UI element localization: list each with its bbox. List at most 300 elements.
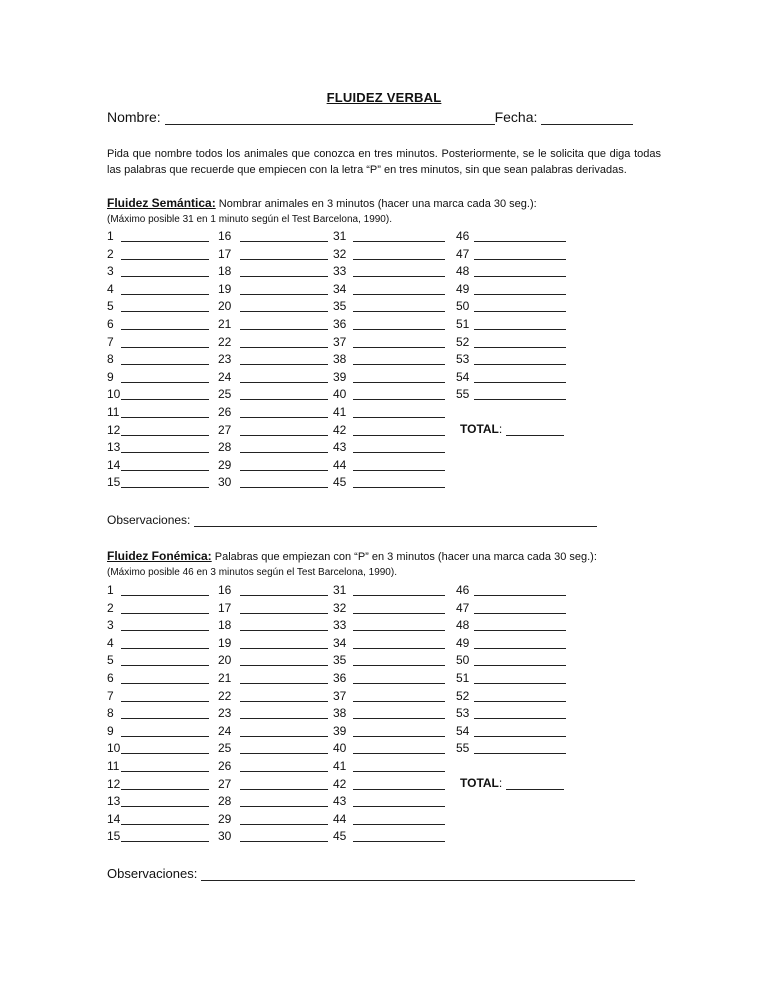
answer-blank-line[interactable] xyxy=(353,776,445,790)
answer-number: 1 xyxy=(107,583,114,597)
phonemic-note: (Máximo posible 46 en 3 minutos según el Test Barcelona, 1990). xyxy=(107,567,397,578)
semantic-observations xyxy=(107,512,597,527)
answer-row xyxy=(218,228,231,246)
answer-blank-line[interactable] xyxy=(121,828,209,842)
answer-row xyxy=(218,316,231,334)
answer-row xyxy=(218,439,231,457)
answer-row xyxy=(218,600,231,618)
answer-blank-line[interactable] xyxy=(121,652,209,666)
answer-blank-line[interactable] xyxy=(353,439,445,453)
answer-number: 8 xyxy=(107,706,114,721)
answer-row xyxy=(218,635,231,653)
answer-blank-line[interactable] xyxy=(121,688,209,702)
answer-blank-line[interactable] xyxy=(353,723,445,737)
answer-row xyxy=(218,758,231,776)
answer-row xyxy=(107,705,120,723)
answer-blank-line[interactable] xyxy=(240,705,328,719)
answer-row xyxy=(333,740,346,758)
answer-blank-line[interactable] xyxy=(240,246,328,260)
answer-row xyxy=(107,758,120,776)
answer-blank-line[interactable] xyxy=(474,740,566,754)
answer-number: 41 xyxy=(333,404,347,419)
answer-row xyxy=(333,776,346,794)
answer-blank-line[interactable] xyxy=(353,334,445,348)
answer-row xyxy=(456,281,469,299)
grid-column xyxy=(456,228,469,404)
answer-row xyxy=(333,422,346,440)
answer-number: 16 xyxy=(218,583,232,597)
answer-blank-line[interactable] xyxy=(474,723,566,737)
answer-number: 37 xyxy=(333,688,347,703)
answer-blank-line[interactable] xyxy=(240,828,328,842)
answer-blank-line[interactable] xyxy=(353,474,445,488)
answer-blank-line[interactable] xyxy=(121,351,209,365)
answer-number: 10 xyxy=(107,741,121,756)
answer-blank-line[interactable] xyxy=(121,635,209,649)
answer-number: 17 xyxy=(218,246,232,261)
answer-number: 18 xyxy=(218,618,232,633)
answer-number: 31 xyxy=(333,229,347,243)
phonemic-description: Palabras que empiezan con “P” en 3 minutos (hacer una marca cada 30 seg.): xyxy=(211,551,597,563)
answer-number: 19 xyxy=(218,635,232,650)
answer-number: 55 xyxy=(456,387,470,402)
answer-blank-line[interactable] xyxy=(121,386,209,400)
answer-number: 16 xyxy=(218,229,232,243)
answer-row xyxy=(218,776,231,794)
answer-number: 24 xyxy=(218,723,232,738)
answer-row xyxy=(218,422,231,440)
answer-blank-line[interactable] xyxy=(474,617,566,631)
answer-row xyxy=(456,351,469,369)
answer-row xyxy=(333,723,346,741)
answer-row xyxy=(333,351,346,369)
answer-number: 50 xyxy=(456,653,470,668)
answer-number: 45 xyxy=(333,475,347,490)
answer-number: 9 xyxy=(107,723,114,738)
answer-number: 44 xyxy=(333,811,347,826)
answer-number: 34 xyxy=(333,281,347,296)
answer-blank-line[interactable] xyxy=(240,652,328,666)
name-field[interactable] xyxy=(165,110,495,125)
answer-number: 35 xyxy=(333,299,347,314)
answer-blank-line[interactable] xyxy=(474,351,566,365)
answer-blank-line[interactable] xyxy=(240,617,328,631)
phonemic-section-heading xyxy=(107,549,597,580)
answer-row xyxy=(218,386,231,404)
answer-blank-line[interactable] xyxy=(474,652,566,666)
answer-row xyxy=(218,474,231,492)
semantic-observations-field[interactable] xyxy=(194,512,597,527)
answer-blank-line[interactable] xyxy=(353,404,445,418)
semantic-note: (Máximo posible 31 en 1 minuto según el Test Barcelona, 1990). xyxy=(107,214,392,225)
answer-number: 3 xyxy=(107,264,114,279)
answer-number: 49 xyxy=(456,281,470,296)
answer-blank-line[interactable] xyxy=(353,316,445,330)
answer-row xyxy=(218,369,231,387)
answer-blank-line[interactable] xyxy=(240,474,328,488)
answer-blank-line[interactable] xyxy=(121,670,209,684)
answer-blank-line[interactable] xyxy=(353,351,445,365)
answer-blank-line[interactable] xyxy=(121,422,209,436)
answer-row xyxy=(107,723,120,741)
semantic-total-field[interactable] xyxy=(506,423,564,436)
answer-blank-line[interactable] xyxy=(353,688,445,702)
answer-blank-line[interactable] xyxy=(121,316,209,330)
answer-row xyxy=(456,334,469,352)
answer-blank-line[interactable] xyxy=(353,422,445,436)
answer-number: 1 xyxy=(107,229,114,243)
answer-blank-line[interactable] xyxy=(240,758,328,772)
answer-blank-line[interactable] xyxy=(474,582,566,596)
answer-number: 4 xyxy=(107,635,114,650)
answer-number: 39 xyxy=(333,723,347,738)
answer-blank-line[interactable] xyxy=(353,457,445,471)
answer-number: 11 xyxy=(107,404,120,419)
answer-number: 40 xyxy=(333,741,347,756)
answer-blank-line[interactable] xyxy=(474,228,566,242)
answer-number: 31 xyxy=(333,583,347,597)
answer-blank-line[interactable] xyxy=(121,617,209,631)
answer-number: 38 xyxy=(333,706,347,721)
answer-blank-line[interactable] xyxy=(353,670,445,684)
answer-number: 42 xyxy=(333,422,347,437)
grid-column xyxy=(456,582,469,758)
semantic-section-heading xyxy=(107,196,537,227)
answer-blank-line[interactable] xyxy=(353,652,445,666)
answer-row xyxy=(107,828,120,846)
phonemic-observations-field[interactable] xyxy=(201,866,635,881)
answer-number: 5 xyxy=(107,653,114,668)
answer-blank-line[interactable] xyxy=(240,334,328,348)
grid-column xyxy=(218,228,231,492)
answer-row xyxy=(218,811,231,829)
answer-row xyxy=(107,422,120,440)
answer-blank-line[interactable] xyxy=(240,439,328,453)
answer-blank-line[interactable] xyxy=(121,228,209,242)
answer-blank-line[interactable] xyxy=(353,600,445,614)
answer-row xyxy=(107,811,120,829)
answer-blank-line[interactable] xyxy=(353,369,445,383)
answer-row xyxy=(456,688,469,706)
answer-blank-line[interactable] xyxy=(353,298,445,312)
answer-blank-line[interactable] xyxy=(474,635,566,649)
answer-blank-line[interactable] xyxy=(353,263,445,277)
answer-row xyxy=(333,811,346,829)
answer-blank-line[interactable] xyxy=(353,582,445,596)
answer-number: 25 xyxy=(218,387,232,402)
answer-number: 42 xyxy=(333,776,347,791)
answer-blank-line[interactable] xyxy=(121,457,209,471)
page-title: FLUIDEZ VERBAL xyxy=(326,90,442,105)
answer-number: 48 xyxy=(456,264,470,279)
semantic-total-label: TOTAL xyxy=(460,422,499,436)
answer-number: 30 xyxy=(218,475,232,490)
answer-row xyxy=(218,263,231,281)
answer-number: 9 xyxy=(107,369,114,384)
answer-blank-line[interactable] xyxy=(353,758,445,772)
answer-number: 47 xyxy=(456,600,470,615)
answer-blank-line[interactable] xyxy=(121,811,209,825)
grid-column xyxy=(333,582,346,846)
answer-row xyxy=(218,246,231,264)
answer-row xyxy=(333,635,346,653)
answer-blank-line[interactable] xyxy=(240,298,328,312)
answer-number: 37 xyxy=(333,334,347,349)
answer-blank-line[interactable] xyxy=(240,670,328,684)
answer-number: 49 xyxy=(456,635,470,650)
answer-row xyxy=(333,263,346,281)
answer-row xyxy=(218,351,231,369)
answer-blank-line[interactable] xyxy=(121,723,209,737)
answer-number: 54 xyxy=(456,723,470,738)
answer-blank-line[interactable] xyxy=(121,776,209,790)
answer-blank-line[interactable] xyxy=(121,582,209,596)
answer-blank-line[interactable] xyxy=(353,281,445,295)
answer-number: 20 xyxy=(218,653,232,668)
answer-number: 55 xyxy=(456,741,470,756)
answer-row xyxy=(456,670,469,688)
answer-number: 27 xyxy=(218,422,232,437)
answer-number: 15 xyxy=(107,475,121,490)
answer-row xyxy=(107,670,120,688)
answer-number: 52 xyxy=(456,334,470,349)
answer-row xyxy=(107,635,120,653)
answer-number: 13 xyxy=(107,440,121,455)
answer-number: 50 xyxy=(456,299,470,314)
phonemic-total-label: TOTAL xyxy=(460,776,499,790)
answer-number: 52 xyxy=(456,688,470,703)
answer-row xyxy=(333,828,346,846)
answer-row xyxy=(107,351,120,369)
answer-blank-line[interactable] xyxy=(240,600,328,614)
grid-column xyxy=(333,228,346,492)
answer-number: 26 xyxy=(218,758,232,773)
answer-row xyxy=(456,740,469,758)
answer-row xyxy=(218,688,231,706)
answer-row xyxy=(107,776,120,794)
answer-row xyxy=(107,334,120,352)
answer-blank-line[interactable] xyxy=(240,281,328,295)
date-field[interactable] xyxy=(541,110,633,125)
answer-blank-line[interactable] xyxy=(121,705,209,719)
answer-number: 7 xyxy=(107,334,114,349)
answer-blank-line[interactable] xyxy=(240,582,328,596)
answer-blank-line[interactable] xyxy=(353,228,445,242)
answer-number: 28 xyxy=(218,794,232,809)
answer-blank-line[interactable] xyxy=(240,316,328,330)
answer-blank-line[interactable] xyxy=(353,828,445,842)
answer-number: 8 xyxy=(107,352,114,367)
answer-number: 29 xyxy=(218,811,232,826)
answer-number: 7 xyxy=(107,688,114,703)
answer-blank-line[interactable] xyxy=(240,263,328,277)
answer-row xyxy=(107,740,120,758)
answer-number: 46 xyxy=(456,229,470,243)
answer-blank-line[interactable] xyxy=(121,600,209,614)
answer-blank-line[interactable] xyxy=(474,600,566,614)
answer-row xyxy=(456,228,469,246)
answer-blank-line[interactable] xyxy=(240,457,328,471)
answer-number: 21 xyxy=(218,670,232,685)
answer-row xyxy=(333,439,346,457)
answer-blank-line[interactable] xyxy=(474,263,566,277)
answer-number: 22 xyxy=(218,334,232,349)
answer-blank-line[interactable] xyxy=(353,811,445,825)
answer-row xyxy=(107,263,120,281)
answer-blank-line[interactable] xyxy=(474,670,566,684)
answer-blank-line[interactable] xyxy=(240,776,328,790)
answer-number: 51 xyxy=(456,670,470,685)
answer-blank-line[interactable] xyxy=(240,811,328,825)
answer-blank-line[interactable] xyxy=(474,298,566,312)
answer-row xyxy=(333,457,346,475)
answer-number: 36 xyxy=(333,670,347,685)
answer-number: 24 xyxy=(218,369,232,384)
answer-number: 18 xyxy=(218,264,232,279)
phonemic-observations-label: Observaciones: xyxy=(107,866,198,881)
answer-blank-line[interactable] xyxy=(240,740,328,754)
answer-blank-line[interactable] xyxy=(121,369,209,383)
answer-blank-line[interactable] xyxy=(353,246,445,260)
answer-blank-line[interactable] xyxy=(240,386,328,400)
answer-row xyxy=(456,652,469,670)
answer-blank-line[interactable] xyxy=(474,386,566,400)
answer-blank-line[interactable] xyxy=(353,740,445,754)
answer-number: 23 xyxy=(218,706,232,721)
answer-row xyxy=(218,793,231,811)
answer-number: 38 xyxy=(333,352,347,367)
answer-blank-line[interactable] xyxy=(240,228,328,242)
answer-blank-line[interactable] xyxy=(121,298,209,312)
answer-number: 45 xyxy=(333,829,347,844)
semantic-observations-label: Observaciones: xyxy=(107,513,191,527)
answer-number: 33 xyxy=(333,264,347,279)
answer-row xyxy=(456,246,469,264)
answer-row xyxy=(456,723,469,741)
answer-number: 36 xyxy=(333,316,347,331)
answer-number: 44 xyxy=(333,457,347,472)
answer-number: 3 xyxy=(107,618,114,633)
answer-blank-line[interactable] xyxy=(121,246,209,260)
answer-row xyxy=(107,617,120,635)
answer-row xyxy=(333,758,346,776)
answer-blank-line[interactable] xyxy=(474,369,566,383)
answer-number: 35 xyxy=(333,653,347,668)
answer-number: 43 xyxy=(333,440,347,455)
answer-blank-line[interactable] xyxy=(240,793,328,807)
answer-blank-line[interactable] xyxy=(240,723,328,737)
answer-blank-line[interactable] xyxy=(353,386,445,400)
answer-blank-line[interactable] xyxy=(474,334,566,348)
answer-number: 51 xyxy=(456,316,470,331)
answer-number: 32 xyxy=(333,600,347,615)
phonemic-observations xyxy=(107,866,635,881)
answer-blank-line[interactable] xyxy=(240,422,328,436)
answer-number: 2 xyxy=(107,600,114,615)
semantic-total: TOTAL: xyxy=(460,422,564,436)
answer-row xyxy=(107,404,120,422)
answer-number: 14 xyxy=(107,457,121,472)
answer-row xyxy=(107,439,120,457)
answer-row xyxy=(218,705,231,723)
answer-blank-line[interactable] xyxy=(474,281,566,295)
answer-blank-line[interactable] xyxy=(121,439,209,453)
answer-row xyxy=(107,369,120,387)
answer-number: 12 xyxy=(107,776,121,791)
answer-number: 30 xyxy=(218,829,232,844)
answer-blank-line[interactable] xyxy=(121,404,209,418)
answer-blank-line[interactable] xyxy=(240,635,328,649)
instructions-text: Pida que nombre todos los animales que conozca en tres minutos. Posteriormente, se le solicita que diga todas las palabras que recuerde que empiecen con la letra “P” en tres minutos, sin que sean palabras derivadas. xyxy=(107,148,661,176)
answer-row xyxy=(333,617,346,635)
answer-row xyxy=(218,740,231,758)
answer-row xyxy=(456,600,469,618)
answer-blank-line[interactable] xyxy=(474,688,566,702)
answer-number: 6 xyxy=(107,670,114,685)
answer-blank-line[interactable] xyxy=(240,404,328,418)
answer-blank-line[interactable] xyxy=(121,793,209,807)
answer-row xyxy=(218,298,231,316)
answer-blank-line[interactable] xyxy=(240,369,328,383)
phonemic-heading: Fluidez Fonémica: xyxy=(107,549,212,563)
answer-row xyxy=(107,246,120,264)
answer-row xyxy=(456,386,469,404)
phonemic-total: TOTAL: xyxy=(460,776,564,790)
answer-blank-line[interactable] xyxy=(353,635,445,649)
answer-blank-line[interactable] xyxy=(121,740,209,754)
answer-row xyxy=(218,582,231,600)
answer-blank-line[interactable] xyxy=(353,617,445,631)
answer-row xyxy=(107,688,120,706)
answer-blank-line[interactable] xyxy=(121,758,209,772)
answer-row xyxy=(218,828,231,846)
grid-column xyxy=(107,228,120,492)
answer-number: 23 xyxy=(218,352,232,367)
answer-blank-line[interactable] xyxy=(240,688,328,702)
answer-blank-line[interactable] xyxy=(240,351,328,365)
answer-number: 4 xyxy=(107,281,114,296)
grid-column xyxy=(218,582,231,846)
answer-row xyxy=(456,705,469,723)
answer-number: 26 xyxy=(218,404,232,419)
answer-blank-line[interactable] xyxy=(121,263,209,277)
grid-column xyxy=(107,582,120,846)
answer-row xyxy=(107,652,120,670)
answer-row xyxy=(333,228,346,246)
answer-blank-line[interactable] xyxy=(474,316,566,330)
answer-blank-line[interactable] xyxy=(474,705,566,719)
answer-blank-line[interactable] xyxy=(353,705,445,719)
answer-row xyxy=(107,298,120,316)
answer-row xyxy=(333,793,346,811)
answer-number: 14 xyxy=(107,811,121,826)
answer-blank-line[interactable] xyxy=(121,281,209,295)
answer-blank-line[interactable] xyxy=(121,474,209,488)
answer-number: 10 xyxy=(107,387,121,402)
answer-blank-line[interactable] xyxy=(353,793,445,807)
answer-blank-line[interactable] xyxy=(474,246,566,260)
answer-row xyxy=(333,404,346,422)
answer-row xyxy=(456,298,469,316)
answer-row xyxy=(107,600,120,618)
phonemic-total-field[interactable] xyxy=(506,777,564,790)
answer-number: 33 xyxy=(333,618,347,633)
answer-number: 53 xyxy=(456,352,470,367)
answer-row xyxy=(456,369,469,387)
answer-blank-line[interactable] xyxy=(121,334,209,348)
answer-row xyxy=(333,369,346,387)
semantic-heading: Fluidez Semántica: xyxy=(107,196,216,210)
